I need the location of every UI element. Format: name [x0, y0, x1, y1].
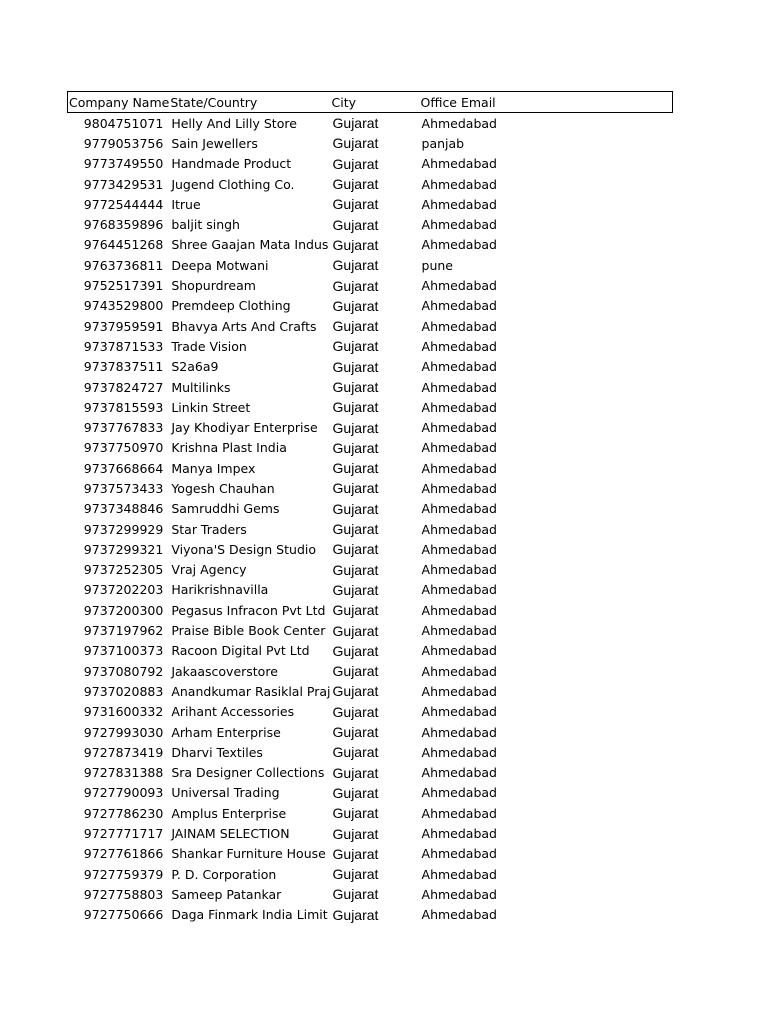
city-cell[interactable]: Ahmedabad — [421, 683, 497, 699]
phone-cell[interactable]: 9804751071 — [83, 115, 164, 131]
state-cell[interactable]: Gujarat — [332, 216, 379, 233]
company-cell[interactable]: Jay Khodiyar Enterprise — [171, 420, 318, 436]
city-cell[interactable]: Ahmedabad — [421, 805, 497, 821]
table-row — [68, 397, 673, 417]
phone-cell[interactable]: 9737299321 — [83, 541, 164, 557]
table-row — [68, 702, 673, 722]
city-cell[interactable]: Ahmedabad — [421, 541, 497, 557]
city-cell[interactable]: Ahmedabad — [421, 440, 497, 456]
city-cell[interactable]: Ahmedabad — [421, 521, 497, 537]
company-cell[interactable]: Helly And Lilly Store — [171, 115, 297, 131]
table-row — [68, 275, 673, 295]
state-cell[interactable]: Gujarat — [332, 480, 379, 497]
table-row — [68, 214, 673, 234]
state-cell[interactable]: Gujarat — [332, 277, 379, 294]
table-row — [68, 438, 673, 458]
header-city[interactable]: City — [331, 92, 420, 113]
city-cell[interactable]: Ahmedabad — [421, 866, 497, 882]
phone-cell[interactable]: 9727786230 — [83, 805, 164, 821]
phone-cell[interactable]: 9737100373 — [83, 643, 164, 659]
state-cell[interactable]: Gujarat — [332, 825, 379, 842]
city-cell[interactable]: Ahmedabad — [421, 298, 497, 314]
company-cell[interactable]: Linkin Street — [171, 399, 251, 415]
company-cell[interactable]: Daga Finmark India Limit — [171, 907, 328, 923]
city-cell[interactable]: Ahmedabad — [421, 399, 497, 415]
city-cell[interactable]: Ahmedabad — [421, 217, 497, 233]
table-row — [68, 823, 673, 843]
phone-cell[interactable]: 9727790093 — [83, 785, 164, 801]
table-row — [68, 905, 673, 925]
state-cell[interactable]: Gujarat — [332, 399, 379, 416]
table-row — [68, 417, 673, 437]
company-cell[interactable]: Shree Gaajan Mata Indus — [171, 237, 329, 253]
phone-cell[interactable]: 9737080792 — [83, 663, 164, 679]
city-cell[interactable]: Ahmedabad — [421, 480, 497, 496]
table-row — [68, 154, 673, 174]
phone-cell[interactable]: 9763736811 — [83, 257, 164, 273]
state-cell[interactable]: Gujarat — [332, 460, 379, 477]
table-row — [68, 296, 673, 316]
phone-cell[interactable]: 9737573433 — [83, 480, 164, 496]
state-cell[interactable]: Gujarat — [332, 663, 379, 680]
state-cell[interactable]: Gujarat — [332, 703, 379, 720]
company-cell[interactable]: Anandkumar Rasiklal Praj — [171, 683, 331, 699]
company-cell[interactable]: Sain Jewellers — [171, 135, 258, 151]
phone-cell[interactable]: 9737750970 — [83, 440, 164, 456]
phone-cell[interactable]: 9768359896 — [83, 217, 164, 233]
company-cell[interactable]: Manya Impex — [171, 460, 256, 476]
phone-cell[interactable]: 9737348846 — [83, 501, 164, 517]
city-cell[interactable]: Ahmedabad — [421, 886, 497, 902]
phone-cell[interactable]: 9727873419 — [83, 744, 164, 760]
city-cell[interactable]: Ahmedabad — [421, 237, 497, 253]
state-cell[interactable]: Gujarat — [332, 176, 379, 193]
phone-cell[interactable]: 9727759379 — [83, 866, 164, 882]
company-cell[interactable]: Star Traders — [171, 521, 247, 537]
city-cell[interactable]: Ahmedabad — [421, 582, 497, 598]
state-cell[interactable]: Gujarat — [332, 379, 379, 395]
city-cell[interactable]: Ahmedabad — [421, 318, 497, 334]
company-cell[interactable]: Amplus Enterprise — [171, 805, 287, 821]
phone-cell[interactable]: 9773749550 — [83, 156, 164, 172]
table-row — [68, 194, 673, 214]
company-cell[interactable]: Shopurdream — [171, 278, 256, 294]
company-cell[interactable]: JAINAM SELECTION — [171, 826, 290, 842]
company-cell[interactable]: Itrue — [171, 196, 201, 212]
city-cell[interactable]: panjab — [421, 135, 465, 151]
table-row — [68, 336, 673, 356]
phone-cell[interactable]: 9737200300 — [83, 602, 164, 618]
table-row — [68, 620, 673, 640]
company-cell[interactable]: Bhavya Arts And Crafts — [171, 318, 317, 334]
city-cell[interactable]: Ahmedabad — [421, 196, 497, 212]
city-cell[interactable]: Ahmedabad — [421, 744, 497, 760]
table-row — [68, 641, 673, 661]
city-cell[interactable]: Ahmedabad — [421, 602, 497, 618]
phone-cell[interactable]: 9737767833 — [83, 420, 164, 436]
table-row — [68, 681, 673, 701]
company-cell[interactable]: Racoon Digital Pvt Ltd — [171, 643, 310, 659]
table-row — [68, 661, 673, 681]
city-cell[interactable]: Ahmedabad — [421, 156, 497, 172]
city-cell[interactable]: Ahmedabad — [421, 278, 497, 294]
company-cell[interactable]: Arham Enterprise — [171, 724, 281, 740]
table-row — [68, 357, 673, 377]
company-cell[interactable]: Shankar Furniture House — [171, 846, 326, 862]
phone-cell[interactable]: 9737871533 — [83, 338, 164, 354]
city-cell[interactable]: Ahmedabad — [421, 562, 497, 578]
phone-cell[interactable]: 9743529800 — [83, 298, 164, 314]
state-cell[interactable]: Gujarat — [332, 135, 379, 152]
company-cell[interactable]: Praise Bible Book Center — [171, 623, 326, 639]
state-cell[interactable]: Gujarat — [332, 257, 379, 274]
city-cell[interactable]: pune — [421, 257, 453, 273]
company-cell[interactable]: P. D. Corporation — [171, 866, 277, 882]
state-cell[interactable]: Gujarat — [332, 683, 379, 700]
company-cell[interactable]: Dharvi Textiles — [171, 744, 263, 760]
state-cell[interactable]: Gujarat — [332, 561, 379, 578]
table-row — [68, 560, 673, 580]
phone-cell[interactable]: 9779053756 — [83, 135, 164, 151]
table-row — [68, 722, 673, 742]
table-row — [68, 844, 673, 864]
state-cell[interactable]: Gujarat — [332, 602, 379, 619]
phone-cell[interactable]: 9727831388 — [83, 765, 164, 781]
state-cell[interactable]: Gujarat — [332, 541, 379, 558]
company-cell[interactable]: Viyona'S Design Studio — [171, 541, 316, 557]
phone-cell[interactable]: 9737959591 — [83, 318, 164, 334]
city-cell[interactable]: Ahmedabad — [421, 338, 497, 354]
table-row — [68, 458, 673, 478]
table-row — [68, 133, 673, 153]
company-cell[interactable]: Multilinks — [171, 379, 231, 395]
city-cell[interactable]: Ahmedabad — [421, 643, 497, 659]
company-cell[interactable]: baljit singh — [171, 217, 240, 233]
table-row — [68, 174, 673, 194]
table-row — [68, 519, 673, 539]
state-cell[interactable]: Gujarat — [332, 236, 379, 253]
city-cell[interactable]: Ahmedabad — [421, 907, 497, 923]
company-cell[interactable]: Harikrishnavilla — [171, 582, 269, 598]
header-company-name[interactable]: Company Name — [68, 92, 170, 113]
phone-cell[interactable]: 9727993030 — [83, 724, 164, 740]
company-cell[interactable]: Krishna Plast India — [171, 440, 287, 456]
company-cell[interactable]: Vraj Agency — [171, 562, 247, 578]
city-cell[interactable]: Ahmedabad — [421, 785, 497, 801]
company-cell[interactable]: Trade Vision — [171, 338, 247, 354]
state-cell[interactable]: Gujarat — [332, 784, 379, 801]
table-row — [68, 235, 673, 255]
phone-cell[interactable]: 9731600332 — [83, 704, 164, 720]
company-cell[interactable]: Jakaascoverstore — [171, 663, 278, 679]
table-row — [68, 316, 673, 336]
phone-cell[interactable]: 9773429531 — [83, 176, 164, 192]
header-row — [68, 92, 673, 113]
city-cell[interactable]: Ahmedabad — [421, 704, 497, 720]
state-cell[interactable]: Gujarat — [332, 521, 379, 538]
table-row — [68, 580, 673, 600]
company-cell[interactable]: Sra Designer Collections — [171, 765, 325, 781]
state-cell[interactable]: Gujarat — [332, 419, 379, 436]
state-cell[interactable]: Gujarat — [332, 318, 379, 335]
state-cell[interactable]: Gujarat — [332, 500, 379, 517]
table-row — [68, 377, 673, 397]
state-cell[interactable]: Gujarat — [332, 642, 379, 659]
city-cell[interactable]: Ahmedabad — [421, 724, 497, 740]
phone-cell[interactable]: 9772544444 — [83, 196, 164, 212]
phone-cell[interactable]: 9727758803 — [83, 886, 164, 902]
city-cell[interactable]: Ahmedabad — [421, 501, 497, 517]
company-cell[interactable]: Samruddhi Gems — [171, 501, 280, 517]
phone-cell[interactable]: 9727761866 — [83, 846, 164, 862]
city-cell[interactable]: Ahmedabad — [421, 115, 497, 131]
phone-cell[interactable]: 9737824727 — [83, 379, 164, 395]
state-cell[interactable]: Gujarat — [332, 196, 379, 213]
phone-cell[interactable]: 9752517391 — [83, 278, 164, 294]
phone-cell[interactable]: 9727750666 — [83, 907, 164, 923]
city-cell[interactable]: Ahmedabad — [421, 663, 497, 679]
state-cell[interactable]: Gujarat — [332, 358, 379, 375]
phone-cell[interactable]: 9737299929 — [83, 521, 164, 537]
state-cell[interactable]: Gujarat — [332, 115, 379, 132]
city-cell[interactable]: Ahmedabad — [421, 379, 497, 395]
phone-cell[interactable]: 9737020883 — [83, 683, 164, 699]
state-cell[interactable]: Gujarat — [332, 338, 379, 355]
city-cell[interactable]: Ahmedabad — [421, 460, 497, 476]
state-cell[interactable]: Gujarat — [332, 764, 379, 781]
table-row — [68, 539, 673, 559]
company-cell[interactable]: Sameep Patankar — [171, 886, 282, 902]
city-cell[interactable]: Ahmedabad — [421, 846, 497, 862]
header-state-country[interactable]: State/Country — [169, 92, 330, 113]
phone-cell[interactable]: 9764451268 — [83, 237, 164, 253]
table-row — [68, 600, 673, 620]
state-cell[interactable]: Gujarat — [332, 744, 379, 761]
company-cell[interactable]: Premdeep Clothing — [171, 298, 291, 314]
state-cell[interactable]: Gujarat — [332, 866, 379, 883]
city-cell[interactable]: Ahmedabad — [421, 420, 497, 436]
phone-cell[interactable]: 9737668664 — [83, 460, 164, 476]
state-cell[interactable]: Gujarat — [332, 886, 379, 903]
table-body — [68, 113, 673, 925]
state-cell[interactable]: Gujarat — [332, 724, 379, 741]
company-cell[interactable]: Universal Trading — [171, 785, 280, 801]
city-cell[interactable]: Ahmedabad — [421, 826, 497, 842]
city-cell[interactable]: Ahmedabad — [421, 765, 497, 781]
table-row — [68, 763, 673, 783]
state-cell[interactable]: Gujarat — [332, 906, 379, 923]
company-cell[interactable]: S2a6a9 — [171, 359, 219, 375]
phone-cell[interactable]: 9737837511 — [83, 359, 164, 375]
state-cell[interactable]: Gujarat — [332, 845, 379, 862]
city-cell[interactable]: Ahmedabad — [421, 176, 497, 192]
phone-cell[interactable]: 9737197962 — [83, 623, 164, 639]
phone-cell[interactable]: 9737815593 — [83, 399, 164, 415]
city-cell[interactable]: Ahmedabad — [421, 623, 497, 639]
table-row — [68, 113, 673, 134]
company-cell[interactable]: Handmade Product — [171, 156, 292, 172]
table-row — [68, 783, 673, 803]
table-row — [68, 742, 673, 762]
header-office-email[interactable]: Office Email — [420, 92, 673, 113]
phone-cell[interactable]: 9737202203 — [83, 582, 164, 598]
company-table — [67, 91, 673, 925]
company-cell[interactable]: Deepa Motwani — [171, 257, 269, 273]
table-row — [68, 864, 673, 884]
company-cell[interactable]: Yogesh Chauhan — [171, 480, 275, 496]
phone-cell[interactable]: 9727771717 — [83, 826, 164, 842]
table-row — [68, 478, 673, 498]
state-cell[interactable]: Gujarat — [332, 622, 379, 639]
table-row — [68, 255, 673, 275]
city-cell[interactable]: Ahmedabad — [421, 359, 497, 375]
table-row — [68, 884, 673, 904]
company-cell[interactable]: Arihant Accessories — [171, 704, 295, 720]
state-cell[interactable]: Gujarat — [332, 581, 379, 598]
state-cell[interactable]: Gujarat — [332, 439, 379, 456]
company-cell[interactable]: Pegasus Infracon Pvt Ltd — [171, 602, 326, 618]
state-cell[interactable]: Gujarat — [332, 297, 379, 314]
company-cell[interactable]: Jugend Clothing Co. — [171, 176, 295, 192]
phone-cell[interactable]: 9737252305 — [83, 562, 164, 578]
table-row — [68, 499, 673, 519]
state-cell[interactable]: Gujarat — [332, 155, 379, 172]
table-row — [68, 803, 673, 823]
state-cell[interactable]: Gujarat — [332, 805, 379, 822]
